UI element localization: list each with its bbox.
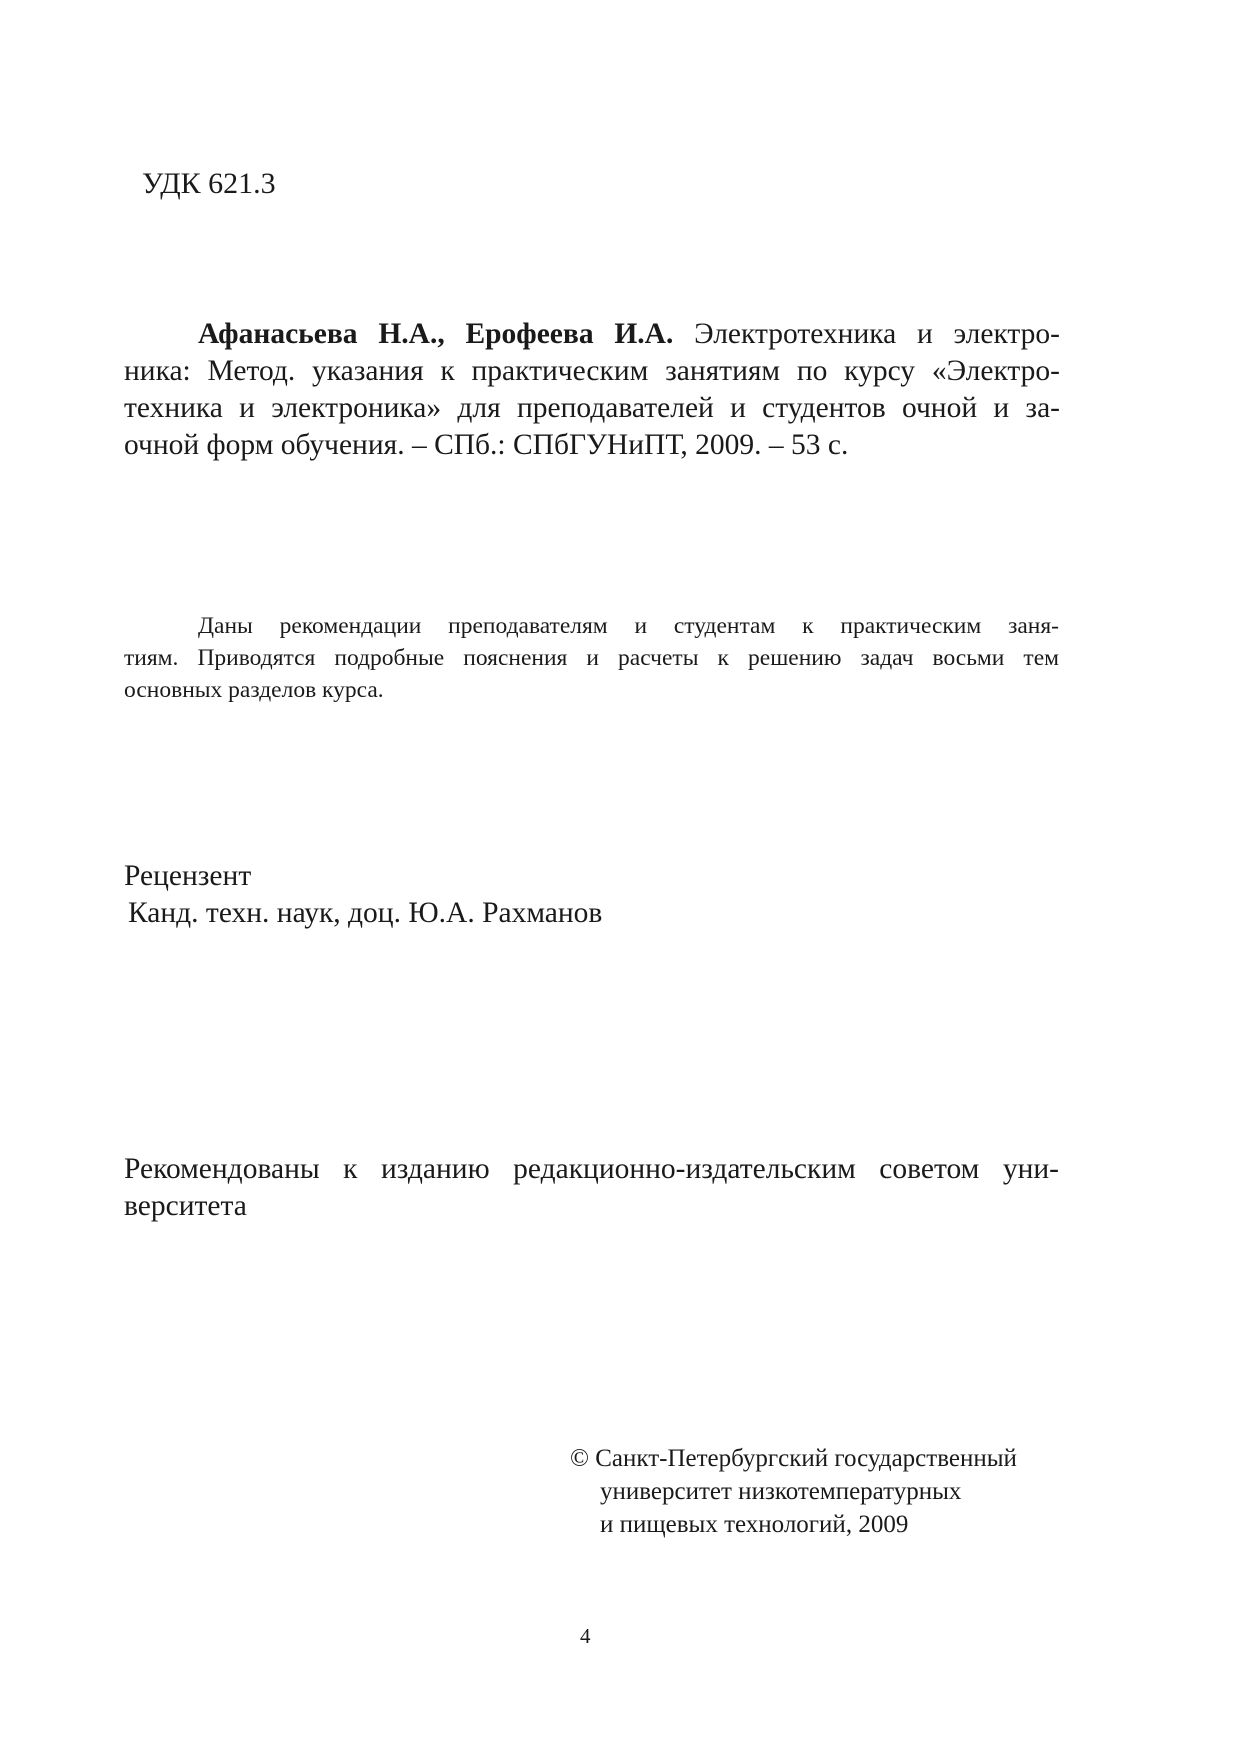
copyright-line-3: и пищевых технологий, 2009 — [600, 1511, 909, 1538]
bibliographic-description — [124, 316, 1060, 464]
recommendation-line-2: верситета — [124, 1190, 247, 1222]
reviewer-name: Канд. техн. наук, доц. Ю.А. Рахманов — [128, 897, 603, 929]
recommendation-line-1: Рекомендованы к изданию редакционно-издательским советом уни- — [124, 1153, 1059, 1185]
copyright-line-2: университет низкотемпературных — [600, 1478, 962, 1505]
copyright-notice — [570, 1442, 1017, 1541]
annotation-line-1: Даны рекомендации преподавателям и студентам к практическим заня- — [198, 613, 1059, 639]
page-number: 4 — [580, 1624, 591, 1648]
reviewer-block — [124, 858, 602, 932]
authors: Афанасьева Н.А., Ерофеева И.А. — [198, 318, 674, 350]
udk-code: УДК 621.3 — [142, 167, 276, 200]
biblio-line-1 — [124, 316, 1060, 353]
title-start: Электротехника и электро- — [673, 318, 1060, 350]
annotation-line-3: основных разделов курса. — [124, 677, 384, 703]
biblio-line-2: ника: Метод. указания к практическим занятиям по курсу «Электро- — [124, 355, 1060, 387]
annotation-line-2: тиям. Приводятся подробные пояснения и расчеты к решению задач восьми тем — [124, 645, 1059, 671]
reviewer-label: Рецензент — [124, 860, 252, 892]
biblio-line-4: очной форм обучения. – СПб.: СПбГУНиПТ, 2009. – 53 с. — [124, 429, 849, 461]
recommendation — [124, 1151, 1059, 1225]
annotation — [124, 610, 1059, 706]
biblio-line-3: техника и электроника» для преподавателей и студентов очной и за- — [124, 392, 1060, 424]
copyright-line-1: © Санкт-Петербургский государственный — [570, 1445, 1017, 1472]
